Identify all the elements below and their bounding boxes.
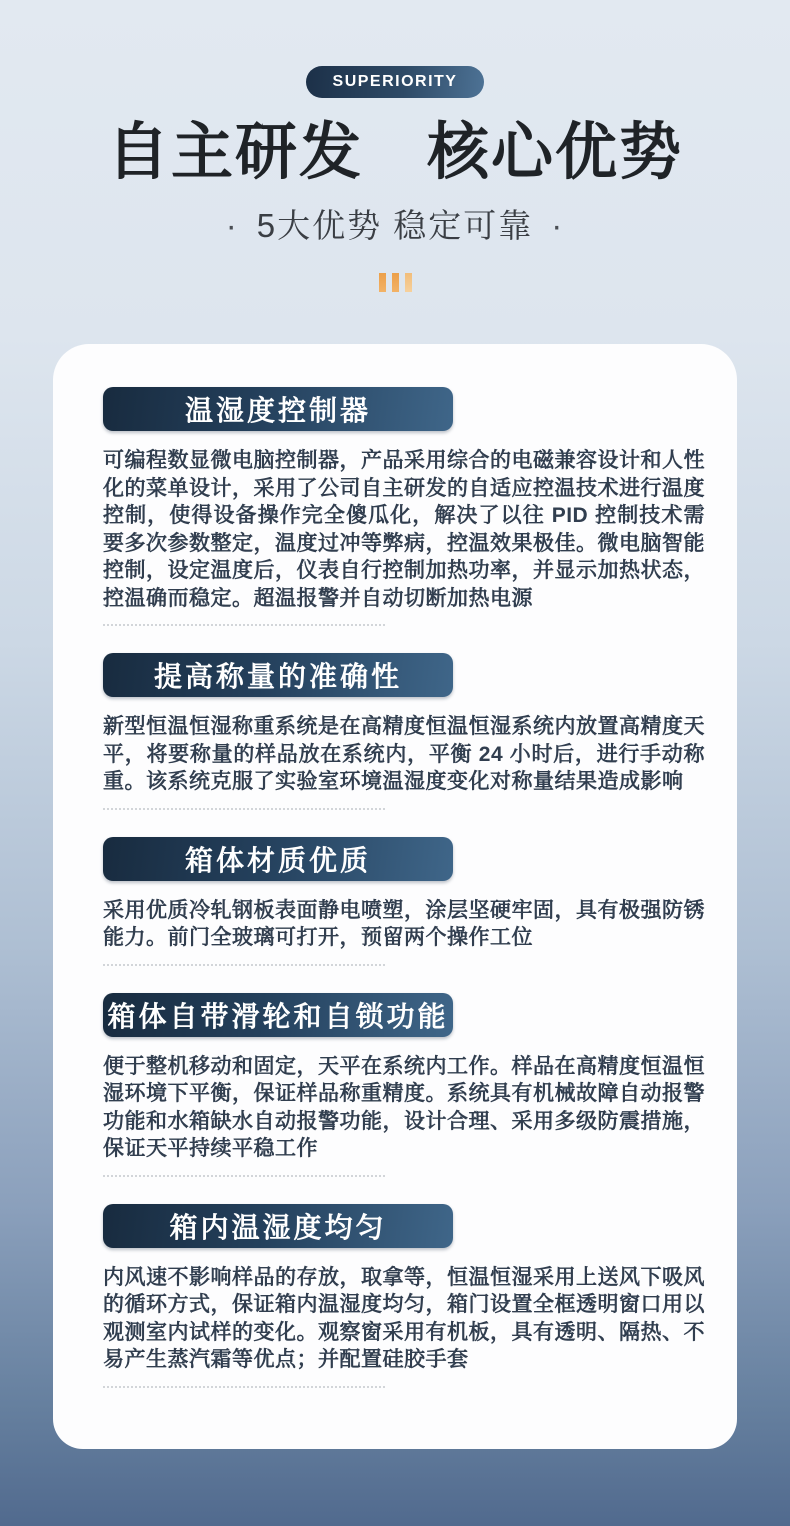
section-heading-banner (103, 837, 453, 881)
accent-bars (0, 273, 790, 292)
dotted-divider (103, 964, 385, 966)
page-subtitle (0, 200, 790, 247)
section-body: 可编程数显微电脑控制器，产品采用综合的电磁兼容设计和人性化的菜单设计，采用了公司自主研发的自适应控温技术进行温度控制，使得设备操作完全傻瓜化，解决了以往 PID 控制技术需要多次参数整定，温度过冲等弊病，控温效果极佳。微电脑智能控制，设定温度后，仪表自行控制加热功率，并显示加热状态，控温确而稳定。超温报警并自动切断加热电源 (103, 449, 705, 610)
superiority-badge: SUPERIORITY (306, 66, 485, 98)
section-heading-banner (103, 387, 453, 431)
dotted-divider (103, 1175, 385, 1177)
section-heading: 提高称量的准确性 (153, 661, 402, 692)
section-heading: 箱体自带滑轮和自锁功能 (107, 1000, 449, 1032)
section-body: 内风速不影响样品的存放，取拿等，恒温恒湿采用上送风下吸风的循环方式，保证箱内温湿度均匀，箱门设置全框透明窗口用以观测室内试样的变化。观察窗采用有机板，具有透明、隔热、不易产生蒸汽霜等优点；并配置硅胶手套 (103, 1265, 705, 1371)
section-body: 新型恒温恒湿称重系统是在高精度恒温恒湿系统内放置高精度天平，将要称量的样品放在系统内，平衡 24 小时后，进行手动称重。该系统克服了实验室环境温湿度变化对称量结果造成影响 (103, 715, 705, 793)
feature-section-controller (103, 387, 703, 626)
section-body: 采用优质冷轧钢板表面静电喷塑，涂层坚硬牢固，具有极强防锈能力。前门全玻璃可打开，预留两个操作工位 (103, 898, 705, 949)
hero-section (0, 0, 790, 292)
feature-section-uniformity (103, 1204, 703, 1388)
dotted-divider (103, 808, 385, 810)
section-heading: 温湿度控制器 (184, 395, 371, 426)
section-heading-banner (103, 993, 453, 1037)
dotted-divider (103, 1386, 385, 1388)
section-heading-banner (103, 653, 453, 697)
section-body: 便于整机移动和固定，天平在系统内工作。样品在高精度恒温恒湿环境下平衡，保证样品称重精度。系统具有机械故障自动报警功能和水箱缺水自动报警功能，设计合理、采用多级防震措施，保证天平持续平稳工作 (103, 1054, 705, 1160)
dotted-divider (103, 624, 385, 626)
section-heading-banner (103, 1204, 453, 1248)
features-card (53, 344, 737, 1449)
feature-section-casters-lock (103, 993, 703, 1177)
section-heading: 箱内温湿度均匀 (169, 1211, 387, 1243)
page-title: 自主研发 核心优势 (106, 118, 683, 187)
accent-bar-icon (405, 273, 412, 292)
accent-bar-icon (379, 273, 386, 292)
accent-bar-icon (392, 273, 399, 292)
subtitle-text: 5大优势 稳定可靠 (256, 207, 534, 244)
section-heading: 箱体材质优质 (184, 844, 371, 876)
feature-section-material (103, 837, 703, 966)
subtitle-left-dot: · (225, 207, 239, 244)
feature-section-accuracy (103, 653, 703, 810)
subtitle-right-dot: · (551, 207, 565, 244)
